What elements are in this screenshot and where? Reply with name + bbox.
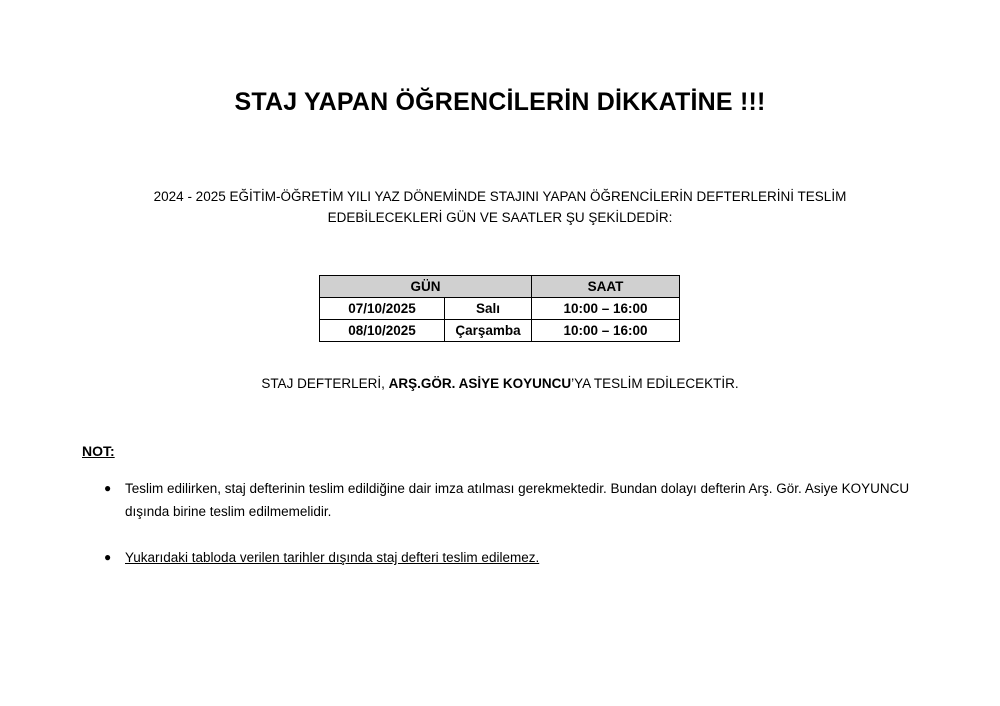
table-row bbox=[320, 320, 680, 342]
delivery-person: ARŞ.GÖR. ASİYE KOYUNCU bbox=[388, 376, 572, 391]
delivery-statement bbox=[0, 376, 1000, 391]
header-day: GÜN bbox=[320, 276, 532, 298]
schedule-table bbox=[319, 275, 680, 342]
row-time: 10:00 – 16:00 bbox=[532, 298, 680, 320]
bullet-icon: ● bbox=[104, 550, 112, 564]
intro-paragraph bbox=[100, 186, 900, 228]
delivery-suffix: ’YA TESLİM EDİLECEKTİR. bbox=[571, 376, 739, 391]
delivery-prefix: STAJ DEFTERLERİ, bbox=[261, 376, 389, 391]
note-bullet-text: Yukarıdaki tabloda verilen tarihler dışında staj defteri teslim edilemez. bbox=[125, 550, 540, 565]
row-weekday: Salı bbox=[445, 298, 532, 320]
intro-line-2: EDEBİLECEKLERİ GÜN VE SAATLER ŞU ŞEKİLDEDİR: bbox=[327, 210, 673, 225]
bullet-icon: ● bbox=[104, 481, 112, 495]
header-time: SAAT bbox=[532, 276, 680, 298]
intro-line-1: 2024 - 2025 EĞİTİM-ÖĞRETİM YILI YAZ DÖNEMİNDE STAJINI YAPAN ÖĞRENCİLERİN DEFTERLERİNİ TESLİM bbox=[153, 189, 847, 204]
row-date: 07/10/2025 bbox=[320, 298, 445, 320]
page-title: STAJ YAPAN ÖĞRENCİLERİN DİKKATİNE !!! bbox=[234, 88, 766, 116]
note-bullet-text: Teslim edilirken, staj defterinin teslim edildiğine dair imza atılması gerekmektedir. Bundan dolayı defterin Arş. Gör. Asiye KOYUNCU dışında birine teslim edilmemelidir. bbox=[125, 481, 910, 519]
row-time: 10:00 – 16:00 bbox=[532, 320, 680, 342]
note-label: NOT: bbox=[82, 443, 115, 459]
table-header-row bbox=[320, 276, 680, 298]
row-weekday: Çarşamba bbox=[445, 320, 532, 342]
table-row bbox=[320, 298, 680, 320]
row-date: 08/10/2025 bbox=[320, 320, 445, 342]
